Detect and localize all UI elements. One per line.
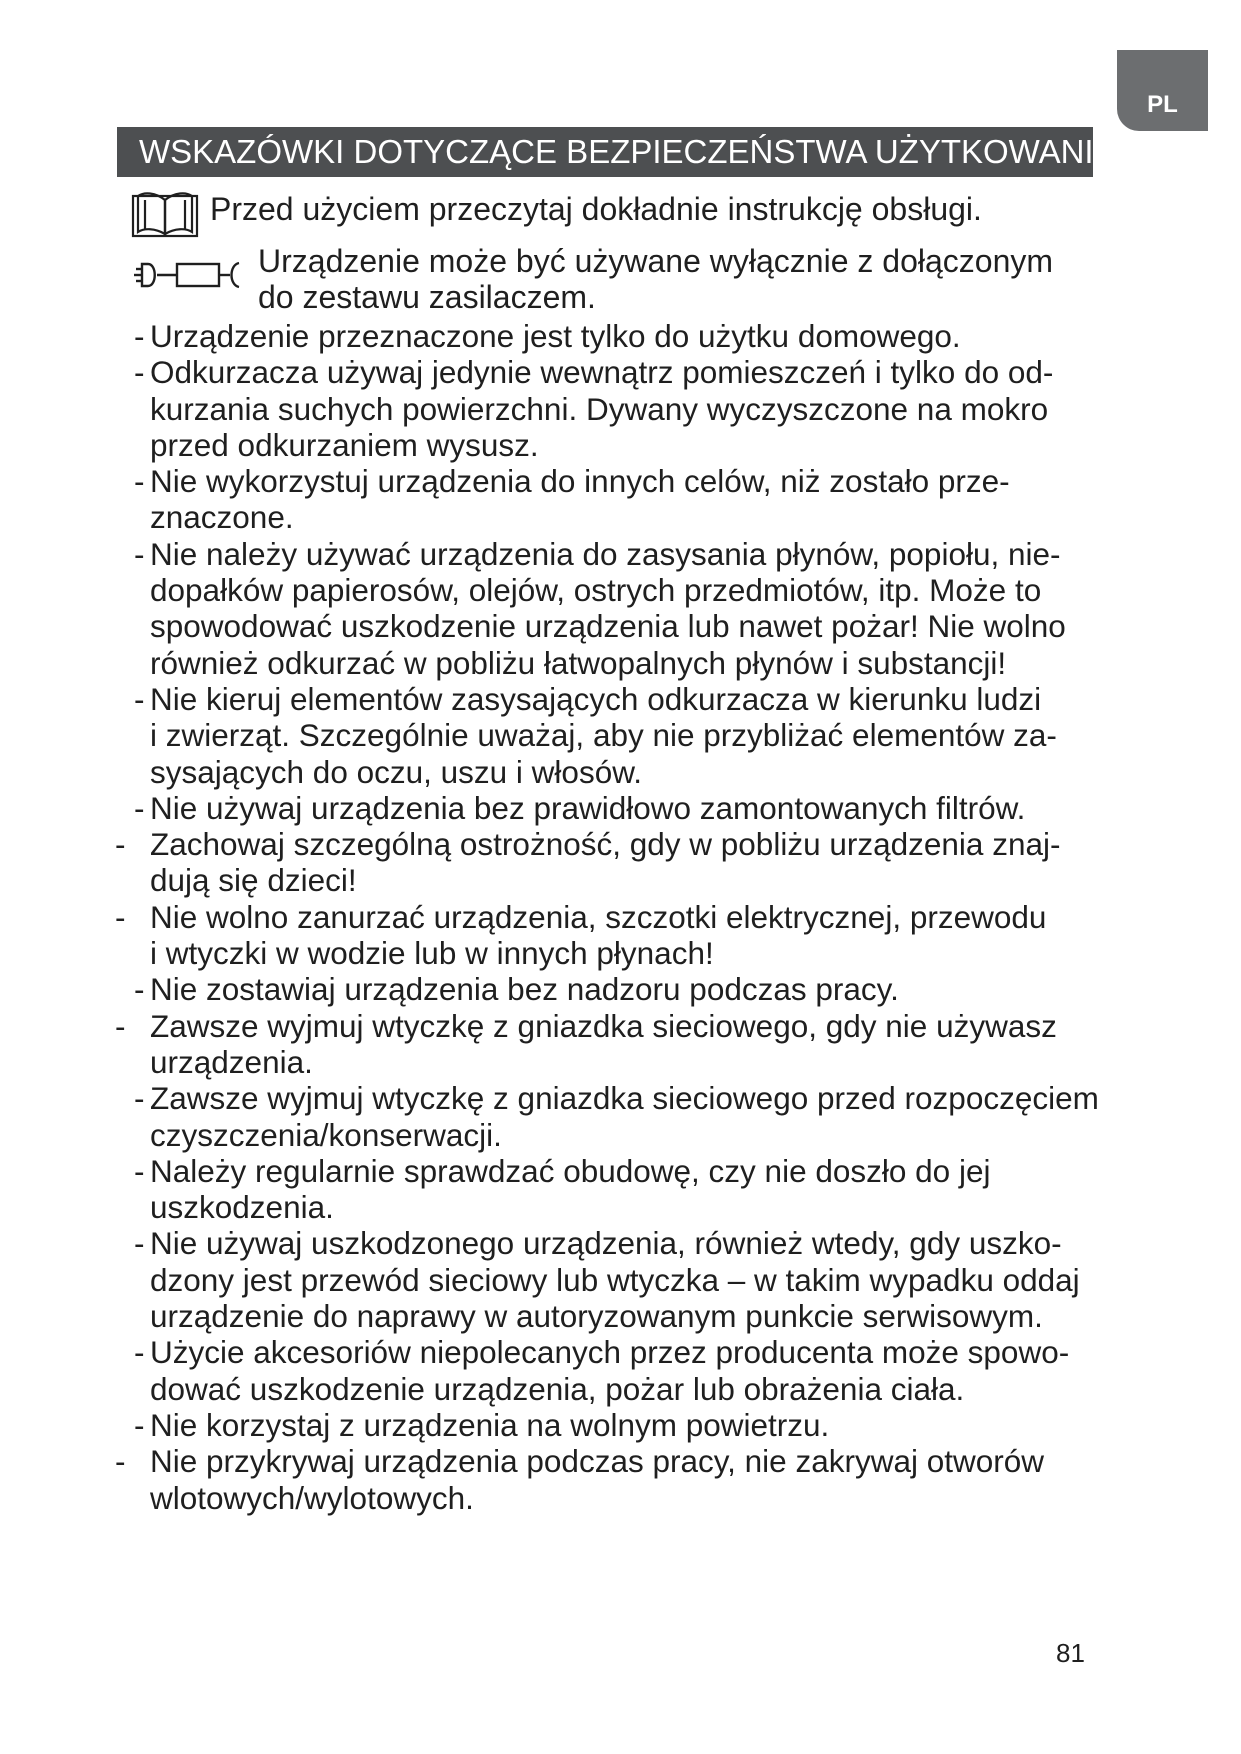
warning-item	[110, 681, 1110, 790]
warning-item	[110, 354, 1110, 463]
page-number: 81	[1056, 1638, 1085, 1668]
warning-item	[110, 899, 1110, 972]
warning-text: Użycie akcesoriów niepolecanych przez producenta może spowo- dować uszkodzenie urządzenia, pożar lub obrażenia ciała.	[150, 1334, 1070, 1407]
warning-item	[110, 318, 1110, 354]
warning-text: Nie kieruj elementów zasysających odkurzacza w kierunku ludzi i zwierząt. Szczególnie uważaj, aby nie przybliżać elementów za- sysających do oczu, uszu i włosów.	[150, 680, 1057, 790]
section-title: WSKAZÓWKI DOTYCZĄCE BEZPIECZEŃSTWA UŻYTKOWANIA	[139, 133, 1116, 170]
warning-item	[110, 971, 1110, 1007]
warning-item	[110, 1008, 1110, 1081]
bullet-dash: -	[134, 535, 145, 572]
bullet-dash: -	[115, 826, 126, 863]
warning-item	[110, 790, 1110, 826]
power-adapter-icon	[132, 258, 242, 292]
warning-text: Urządzenie przeznaczone jest tylko do użytku domowego.	[150, 318, 961, 354]
bullet-dash: -	[115, 898, 126, 935]
bullet-dash: -	[134, 354, 145, 391]
warning-text: Odkurzacza używaj jedynie wewnątrz pomieszczeń i tylko do od- kurzania suchych powierzchni. Dywany wyczyszczone na mokro przed odkurzaniem wysusz.	[150, 354, 1054, 463]
bullet-dash: -	[134, 680, 145, 717]
bullet-dash: -	[134, 1406, 145, 1443]
bullet-dash: -	[134, 1152, 145, 1189]
adapter-note-line2: do zestawu zasilaczem.	[258, 279, 596, 315]
warning-item	[110, 1443, 1110, 1516]
warning-text: Nie używaj urządzenia bez prawidłowo zamontowanych filtrów.	[150, 789, 1026, 826]
warning-item	[110, 1407, 1110, 1443]
warning-text: Nie zostawiaj urządzenia bez nadzoru podczas pracy.	[150, 971, 899, 1008]
warning-text: Nie korzystaj z urządzenia na wolnym powietrzu.	[150, 1406, 830, 1443]
bullet-dash: -	[134, 971, 145, 1008]
warning-item	[110, 1080, 1110, 1153]
bullet-dash: -	[134, 1334, 145, 1371]
manual-note: Przed użyciem przeczytaj dokładnie instrukcję obsługi.	[210, 191, 982, 227]
warning-text: Nie wykorzystuj urządzenia do innych celów, niż zostało prze- znaczone.	[150, 463, 1010, 536]
warning-item	[110, 1225, 1110, 1334]
bullet-dash: -	[134, 789, 145, 826]
warning-text: Zawsze wyjmuj wtyczkę z gniazdka sieciowego, gdy nie używasz urządzenia.	[150, 1007, 1057, 1080]
warning-text: Zawsze wyjmuj wtyczkę z gniazdka sieciowego przed rozpoczęciem czyszczenia/konserwacji.	[150, 1080, 1099, 1153]
warning-item	[110, 1153, 1110, 1226]
warning-text: Nie używaj uszkodzonego urządzenia, również wtedy, gdy uszko- dzony jest przewód sieciowy lub wtyczka – w takim wypadku oddaj urządzenie do naprawy w autoryzowanym punkcie serwisowym.	[150, 1225, 1080, 1335]
bullet-dash: -	[134, 463, 145, 500]
warning-item	[110, 1334, 1110, 1407]
bullet-dash: -	[134, 1080, 145, 1117]
safety-warnings-list	[110, 318, 1110, 1516]
warning-text: Nie należy używać urządzenia do zasysania płynów, popiołu, nie- dopałków papierosów, olejów, ostrych przedmiotów, itp. Może to spowodować uszkodzenie urządzenia lub nawet pożar! Nie wolno również odkurzać w pobliżu łatwopalnych płynów i substancji!	[150, 535, 1066, 681]
language-tab: PL	[1117, 50, 1208, 131]
bullet-dash: -	[115, 1443, 126, 1480]
bullet-dash: -	[115, 1007, 126, 1044]
warning-text: Zachowaj szczególną ostrożność, gdy w pobliżu urządzenia znaj- dują się dzieci!	[150, 826, 1061, 899]
section-header	[117, 127, 1116, 177]
warning-item	[110, 463, 1110, 536]
warning-item	[110, 536, 1110, 681]
bullet-dash: -	[134, 318, 145, 354]
warning-text: Nie przykrywaj urządzenia podczas pracy, nie zakrywaj otworów wlotowych/wylotowych.	[150, 1443, 1045, 1516]
open-book-icon	[131, 188, 199, 238]
warning-item	[110, 826, 1110, 899]
warning-text: Należy regularnie sprawdzać obudowę, czy nie doszło do jej uszkodzenia.	[150, 1152, 991, 1226]
bullet-dash: -	[134, 1225, 145, 1262]
warning-text: Nie wolno zanurzać urządzenia, szczotki elektrycznej, przewodu i wtyczki w wodzie lub w innych płynach!	[150, 898, 1047, 972]
adapter-note-line1: Urządzenie może być używane wyłącznie z dołączonym	[258, 243, 1054, 279]
